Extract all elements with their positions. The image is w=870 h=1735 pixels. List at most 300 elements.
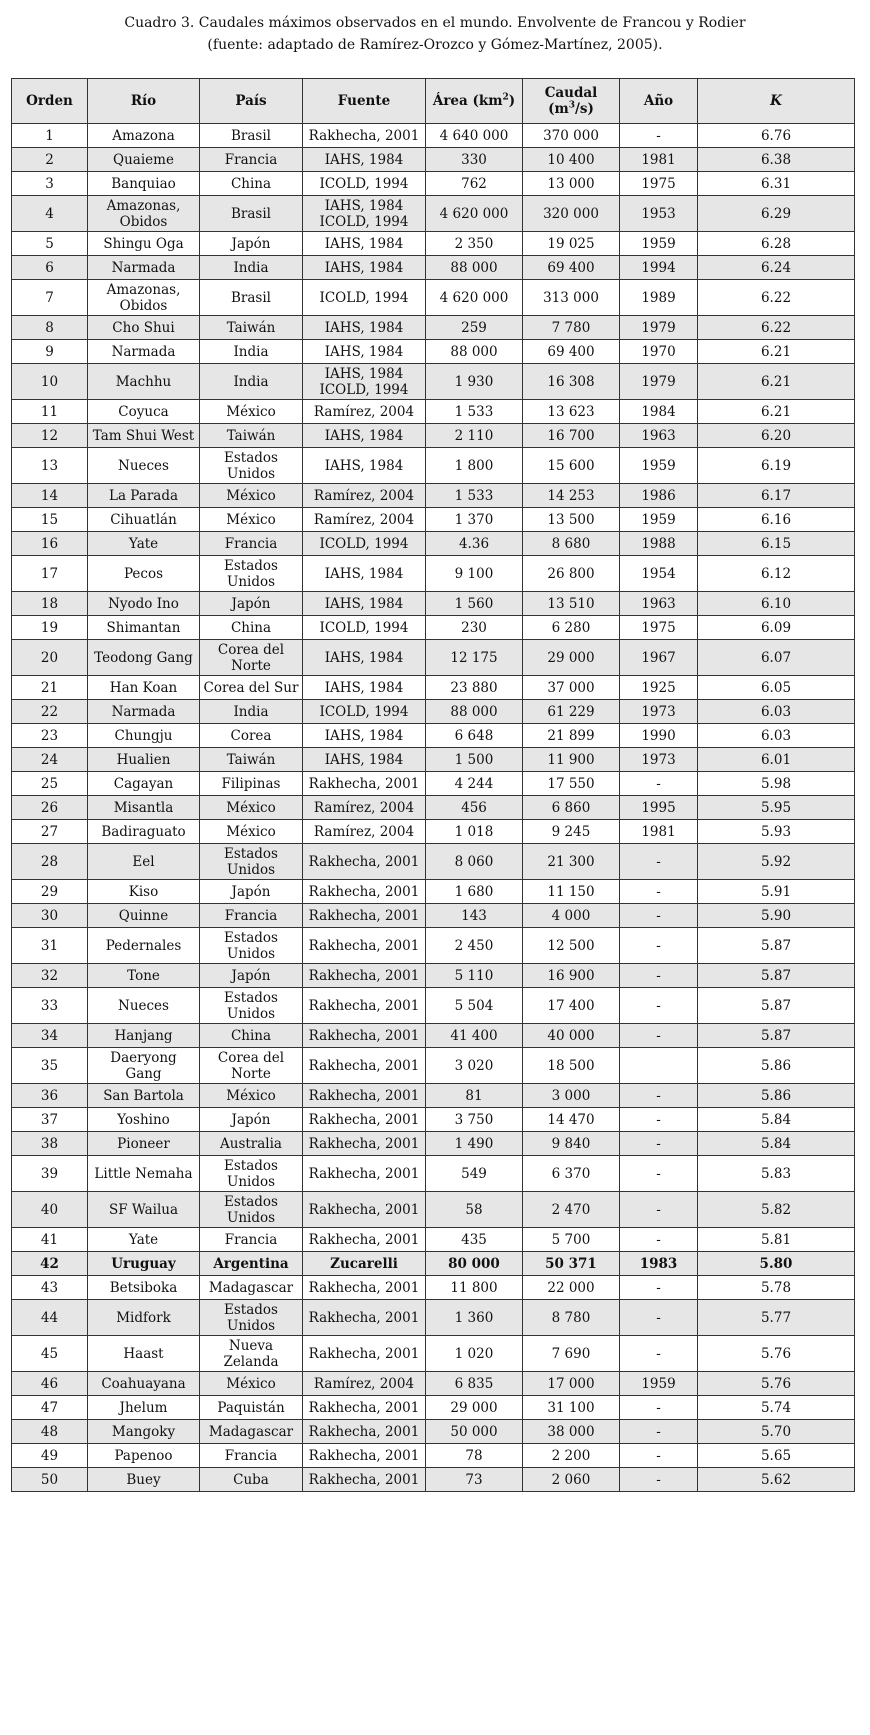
cell-fuente: IAHS, 1984 [303, 232, 426, 256]
cell-orden: 50 [12, 1468, 88, 1492]
cell-k: 6.03 [698, 724, 855, 748]
cell-rio: Amazona [88, 124, 200, 148]
header-area-label: Área (km [432, 93, 503, 109]
header-k-label: K [770, 93, 782, 109]
cell-rio: Coyuca [88, 400, 200, 424]
cell-rio: Pedernales [88, 928, 200, 964]
cell-rio: Buey [88, 1468, 200, 1492]
cell-k: 5.84 [698, 1108, 855, 1132]
table-row [12, 556, 855, 592]
cell-anio: 1970 [620, 340, 698, 364]
table-row [12, 316, 855, 340]
cell-k: 5.86 [698, 1048, 855, 1084]
cell-rio: Mangoky [88, 1420, 200, 1444]
cell-rio: Quaieme [88, 148, 200, 172]
cell-k: 5.77 [698, 1300, 855, 1336]
cell-orden: 26 [12, 796, 88, 820]
table-row [12, 364, 855, 400]
table-row [12, 592, 855, 616]
cell-k: 6.24 [698, 256, 855, 280]
cell-pais: Japón [200, 964, 303, 988]
cell-orden: 46 [12, 1372, 88, 1396]
cell-rio: Daeryong Gang [88, 1048, 200, 1084]
cell-pais: Brasil [200, 280, 303, 316]
cell-area: 143 [426, 904, 523, 928]
cell-caudal: 31 100 [523, 1396, 620, 1420]
cell-fuente: Rakhecha, 2001 [303, 1468, 426, 1492]
cell-area: 6 648 [426, 724, 523, 748]
cell-area: 50 000 [426, 1420, 523, 1444]
cell-anio: 1989 [620, 280, 698, 316]
cell-fuente: Rakhecha, 2001 [303, 880, 426, 904]
cell-fuente: Ramírez, 2004 [303, 820, 426, 844]
cell-orden: 23 [12, 724, 88, 748]
cell-area: 259 [426, 316, 523, 340]
cell-area: 4 620 000 [426, 196, 523, 232]
cell-caudal: 370 000 [523, 124, 620, 148]
cell-pais: Japón [200, 880, 303, 904]
cell-pais: Brasil [200, 196, 303, 232]
cell-pais: Estados Unidos [200, 988, 303, 1024]
cell-anio: 1959 [620, 232, 698, 256]
cell-pais: India [200, 700, 303, 724]
cell-caudal: 13 510 [523, 592, 620, 616]
cell-fuente: Rakhecha, 2001 [303, 1276, 426, 1300]
cell-anio: 1953 [620, 196, 698, 232]
cell-caudal: 3 000 [523, 1084, 620, 1108]
cell-anio: 1925 [620, 676, 698, 700]
cell-k: 5.84 [698, 1132, 855, 1156]
cell-k: 6.22 [698, 280, 855, 316]
table-row [12, 904, 855, 928]
cell-orden: 40 [12, 1192, 88, 1228]
cell-fuente: Rakhecha, 2001 [303, 844, 426, 880]
header-pais: País [200, 79, 303, 124]
cell-orden: 16 [12, 532, 88, 556]
cell-orden: 13 [12, 448, 88, 484]
cell-k: 6.01 [698, 748, 855, 772]
cell-fuente: ICOLD, 1994 [303, 280, 426, 316]
cell-orden: 5 [12, 232, 88, 256]
cell-anio: 1994 [620, 256, 698, 280]
cell-area: 81 [426, 1084, 523, 1108]
cell-orden: 17 [12, 556, 88, 592]
cell-pais: Estados Unidos [200, 844, 303, 880]
cell-fuente: IAHS, 1984 [303, 592, 426, 616]
cell-pais: Cuba [200, 1468, 303, 1492]
cell-area: 73 [426, 1468, 523, 1492]
cell-pais: China [200, 172, 303, 196]
cell-fuente: IAHS, 1984 [303, 556, 426, 592]
cell-area: 23 880 [426, 676, 523, 700]
table-row [12, 1228, 855, 1252]
cell-orden: 29 [12, 880, 88, 904]
cell-k: 5.87 [698, 988, 855, 1024]
cell-orden: 27 [12, 820, 88, 844]
cell-rio: Quinne [88, 904, 200, 928]
cell-rio: Nyodo Ino [88, 592, 200, 616]
cell-k: 6.21 [698, 400, 855, 424]
table-row [12, 196, 855, 232]
cell-pais: Estados Unidos [200, 928, 303, 964]
cell-area: 88 000 [426, 256, 523, 280]
cell-caudal: 21 300 [523, 844, 620, 880]
cell-caudal: 21 899 [523, 724, 620, 748]
cell-pais: Australia [200, 1132, 303, 1156]
table-row [12, 1276, 855, 1300]
cell-fuente: ICOLD, 1994 [303, 616, 426, 640]
table-row [12, 724, 855, 748]
cell-k: 5.65 [698, 1444, 855, 1468]
table-row [12, 124, 855, 148]
cell-fuente: Rakhecha, 2001 [303, 772, 426, 796]
header-orden: Orden [12, 79, 88, 124]
cell-fuente: IAHS, 1984 [303, 148, 426, 172]
table-row [12, 796, 855, 820]
cell-rio: SF Wailua [88, 1192, 200, 1228]
cell-fuente: IAHS, 1984 [303, 676, 426, 700]
cell-anio: - [620, 1084, 698, 1108]
cell-area: 2 110 [426, 424, 523, 448]
cell-caudal: 13 500 [523, 508, 620, 532]
cell-fuente: IAHS, 1984 [303, 340, 426, 364]
cell-pais: México [200, 400, 303, 424]
cell-area: 9 100 [426, 556, 523, 592]
cell-area: 1 930 [426, 364, 523, 400]
cell-fuente: Rakhecha, 2001 [303, 1024, 426, 1048]
cell-k: 6.38 [698, 148, 855, 172]
table-row [12, 1156, 855, 1192]
table-row [12, 844, 855, 880]
table-row [12, 748, 855, 772]
cell-caudal: 38 000 [523, 1420, 620, 1444]
cell-fuente: ICOLD, 1994 [303, 532, 426, 556]
cell-anio: - [620, 1108, 698, 1132]
header-k [698, 79, 855, 124]
cell-orden: 6 [12, 256, 88, 280]
cell-fuente: IAHS, 1984 [303, 256, 426, 280]
cell-anio: 1979 [620, 316, 698, 340]
table-row [12, 1132, 855, 1156]
cell-orden: 18 [12, 592, 88, 616]
cell-caudal: 61 229 [523, 700, 620, 724]
table-row [12, 424, 855, 448]
cell-k: 6.03 [698, 700, 855, 724]
cell-anio: 1954 [620, 556, 698, 592]
cell-fuente: Rakhecha, 2001 [303, 124, 426, 148]
cell-anio: 1990 [620, 724, 698, 748]
cell-anio: - [620, 1228, 698, 1252]
table-row [12, 400, 855, 424]
cell-fuente: Rakhecha, 2001 [303, 1192, 426, 1228]
cell-k: 6.28 [698, 232, 855, 256]
cell-k: 6.22 [698, 316, 855, 340]
cell-k: 5.95 [698, 796, 855, 820]
cell-fuente: Rakhecha, 2001 [303, 1048, 426, 1084]
cell-caudal: 13 623 [523, 400, 620, 424]
cell-caudal: 313 000 [523, 280, 620, 316]
table-row [12, 232, 855, 256]
cell-orden: 3 [12, 172, 88, 196]
cell-caudal: 17 400 [523, 988, 620, 1024]
cell-caudal: 6 370 [523, 1156, 620, 1192]
cell-caudal: 17 550 [523, 772, 620, 796]
cell-orden: 39 [12, 1156, 88, 1192]
cell-anio: 1983 [620, 1252, 698, 1276]
cell-orden: 22 [12, 700, 88, 724]
cell-caudal: 9 245 [523, 820, 620, 844]
cell-rio: Hanjang [88, 1024, 200, 1048]
cell-area: 1 018 [426, 820, 523, 844]
cell-area: 29 000 [426, 1396, 523, 1420]
table-row [12, 1396, 855, 1420]
cell-pais: México [200, 508, 303, 532]
cell-caudal: 22 000 [523, 1276, 620, 1300]
cell-rio: Jhelum [88, 1396, 200, 1420]
cell-anio: 1984 [620, 400, 698, 424]
cell-caudal: 8 680 [523, 532, 620, 556]
cell-k: 5.91 [698, 880, 855, 904]
cell-orden: 24 [12, 748, 88, 772]
cell-anio: - [620, 1024, 698, 1048]
cell-orden: 12 [12, 424, 88, 448]
cell-pais: Taiwán [200, 316, 303, 340]
cell-orden: 31 [12, 928, 88, 964]
cell-k: 5.93 [698, 820, 855, 844]
cell-rio: San Bartola [88, 1084, 200, 1108]
cell-pais: Corea del Norte [200, 640, 303, 676]
cell-caudal: 29 000 [523, 640, 620, 676]
cell-rio: Amazonas, Obidos [88, 280, 200, 316]
cell-orden: 36 [12, 1084, 88, 1108]
cell-pais: Madagascar [200, 1420, 303, 1444]
cell-fuente: IAHS, 1984 [303, 316, 426, 340]
cell-anio: - [620, 1396, 698, 1420]
table-row [12, 484, 855, 508]
table-caption [0, 12, 870, 56]
cell-pais: India [200, 256, 303, 280]
cell-fuente: Rakhecha, 2001 [303, 1108, 426, 1132]
cell-pais: Paquistán [200, 1396, 303, 1420]
cell-pais: Estados Unidos [200, 1300, 303, 1336]
cell-area: 88 000 [426, 700, 523, 724]
cell-fuente: Rakhecha, 2001 [303, 904, 426, 928]
cell-orden: 9 [12, 340, 88, 364]
table-row [12, 1420, 855, 1444]
table-row [12, 700, 855, 724]
cell-area: 1 020 [426, 1336, 523, 1372]
cell-caudal: 15 600 [523, 448, 620, 484]
cell-area: 3 020 [426, 1048, 523, 1084]
cell-fuente: Rakhecha, 2001 [303, 1084, 426, 1108]
cell-fuente: Rakhecha, 2001 [303, 1444, 426, 1468]
cell-k: 6.10 [698, 592, 855, 616]
cell-k: 6.20 [698, 424, 855, 448]
cell-k: 5.86 [698, 1084, 855, 1108]
cell-anio: 1967 [620, 640, 698, 676]
cell-rio: Teodong Gang [88, 640, 200, 676]
cell-orden: 35 [12, 1048, 88, 1084]
cell-k: 6.19 [698, 448, 855, 484]
table-row [12, 1252, 855, 1276]
cell-pais: Estados Unidos [200, 1192, 303, 1228]
cell-rio: Little Nemaha [88, 1156, 200, 1192]
cell-anio: 1973 [620, 748, 698, 772]
cell-area: 549 [426, 1156, 523, 1192]
table-row [12, 340, 855, 364]
cell-area: 6 835 [426, 1372, 523, 1396]
cell-anio: 1975 [620, 616, 698, 640]
cell-anio: - [620, 1156, 698, 1192]
table-row [12, 1024, 855, 1048]
cell-orden: 49 [12, 1444, 88, 1468]
cell-k: 6.21 [698, 364, 855, 400]
cell-anio: - [620, 1276, 698, 1300]
cell-rio: Uruguay [88, 1252, 200, 1276]
table-row [12, 640, 855, 676]
cell-orden: 11 [12, 400, 88, 424]
cell-pais: Estados Unidos [200, 556, 303, 592]
cell-k: 5.92 [698, 844, 855, 880]
table-body [12, 124, 855, 1492]
cell-pais: India [200, 364, 303, 400]
cell-orden: 21 [12, 676, 88, 700]
cell-area: 1 680 [426, 880, 523, 904]
cell-k: 5.90 [698, 904, 855, 928]
cell-rio: Narmada [88, 340, 200, 364]
table-row [12, 532, 855, 556]
cell-caudal: 2 200 [523, 1444, 620, 1468]
cell-fuente: IAHS, 1984 ICOLD, 1994 [303, 364, 426, 400]
cell-rio: Cagayan [88, 772, 200, 796]
cell-rio: Haast [88, 1336, 200, 1372]
cell-caudal: 13 000 [523, 172, 620, 196]
cell-k: 5.81 [698, 1228, 855, 1252]
header-area-sup: 2 [502, 92, 509, 103]
cell-anio: 1981 [620, 148, 698, 172]
cell-fuente: Rakhecha, 2001 [303, 1156, 426, 1192]
cell-area: 88 000 [426, 340, 523, 364]
cell-caudal: 14 253 [523, 484, 620, 508]
table-header [12, 79, 855, 124]
cell-orden: 25 [12, 772, 88, 796]
cell-anio: - [620, 1420, 698, 1444]
cell-fuente: IAHS, 1984 [303, 448, 426, 484]
cell-fuente: Zucarelli [303, 1252, 426, 1276]
cell-pais: Francia [200, 1228, 303, 1252]
cell-orden: 7 [12, 280, 88, 316]
cell-pais: Japón [200, 592, 303, 616]
table-row [12, 508, 855, 532]
cell-pais: Estados Unidos [200, 1156, 303, 1192]
cell-anio: 1973 [620, 700, 698, 724]
cell-area: 4 244 [426, 772, 523, 796]
cell-orden: 41 [12, 1228, 88, 1252]
cell-pais: Francia [200, 1444, 303, 1468]
table-row [12, 172, 855, 196]
cell-rio: Machhu [88, 364, 200, 400]
cell-pais: Corea del Norte [200, 1048, 303, 1084]
cell-area: 1 360 [426, 1300, 523, 1336]
cell-anio: - [620, 880, 698, 904]
cell-caudal: 50 371 [523, 1252, 620, 1276]
cell-caudal: 11 900 [523, 748, 620, 772]
cell-rio: Nueces [88, 988, 200, 1024]
cell-orden: 15 [12, 508, 88, 532]
cell-anio: - [620, 1336, 698, 1372]
cell-caudal: 40 000 [523, 1024, 620, 1048]
cell-k: 5.83 [698, 1156, 855, 1192]
cell-area: 456 [426, 796, 523, 820]
cell-rio: Coahuayana [88, 1372, 200, 1396]
cell-orden: 4 [12, 196, 88, 232]
cell-caudal: 5 700 [523, 1228, 620, 1252]
cell-area: 1 560 [426, 592, 523, 616]
cell-caudal: 320 000 [523, 196, 620, 232]
cell-rio: Shingu Oga [88, 232, 200, 256]
cell-orden: 45 [12, 1336, 88, 1372]
cell-caudal: 2 060 [523, 1468, 620, 1492]
cell-pais: China [200, 616, 303, 640]
caption-line-1: Cuadro 3. Caudales máximos observados en el mundo. Envolvente de Francou y Rodier [124, 15, 746, 31]
cell-anio: 1959 [620, 1372, 698, 1396]
cell-caudal: 10 400 [523, 148, 620, 172]
cell-anio: 1995 [620, 796, 698, 820]
cell-k: 6.07 [698, 640, 855, 676]
cell-k: 5.87 [698, 964, 855, 988]
cell-rio: Amazonas, Obidos [88, 196, 200, 232]
cell-area: 1 533 [426, 400, 523, 424]
cell-orden: 1 [12, 124, 88, 148]
cell-caudal: 2 470 [523, 1192, 620, 1228]
cell-pais: Filipinas [200, 772, 303, 796]
cell-area: 2 450 [426, 928, 523, 964]
cell-anio: 1986 [620, 484, 698, 508]
cell-rio: Papenoo [88, 1444, 200, 1468]
cell-pais: China [200, 1024, 303, 1048]
cell-orden: 32 [12, 964, 88, 988]
cell-caudal: 4 000 [523, 904, 620, 928]
cell-pais: México [200, 484, 303, 508]
table-row [12, 1336, 855, 1372]
cell-fuente: IAHS, 1984 [303, 748, 426, 772]
cell-anio: - [620, 124, 698, 148]
cell-area: 11 800 [426, 1276, 523, 1300]
cell-pais: Nueva Zelanda [200, 1336, 303, 1372]
cell-area: 435 [426, 1228, 523, 1252]
cell-fuente: IAHS, 1984 [303, 424, 426, 448]
cell-k: 6.17 [698, 484, 855, 508]
cell-caudal: 9 840 [523, 1132, 620, 1156]
cell-caudal: 7 780 [523, 316, 620, 340]
cell-rio: Banquiao [88, 172, 200, 196]
cell-pais: Japón [200, 232, 303, 256]
cell-area: 5 110 [426, 964, 523, 988]
header-caudal [523, 79, 620, 124]
cell-k: 5.87 [698, 1024, 855, 1048]
cell-area: 80 000 [426, 1252, 523, 1276]
cell-orden: 10 [12, 364, 88, 400]
cell-area: 762 [426, 172, 523, 196]
cell-anio: 1963 [620, 424, 698, 448]
cell-fuente: Ramírez, 2004 [303, 1372, 426, 1396]
cell-k: 6.21 [698, 340, 855, 364]
cell-area: 41 400 [426, 1024, 523, 1048]
cell-orden: 20 [12, 640, 88, 676]
flood-table [11, 78, 855, 1492]
cell-fuente: Rakhecha, 2001 [303, 1132, 426, 1156]
cell-k: 5.87 [698, 928, 855, 964]
